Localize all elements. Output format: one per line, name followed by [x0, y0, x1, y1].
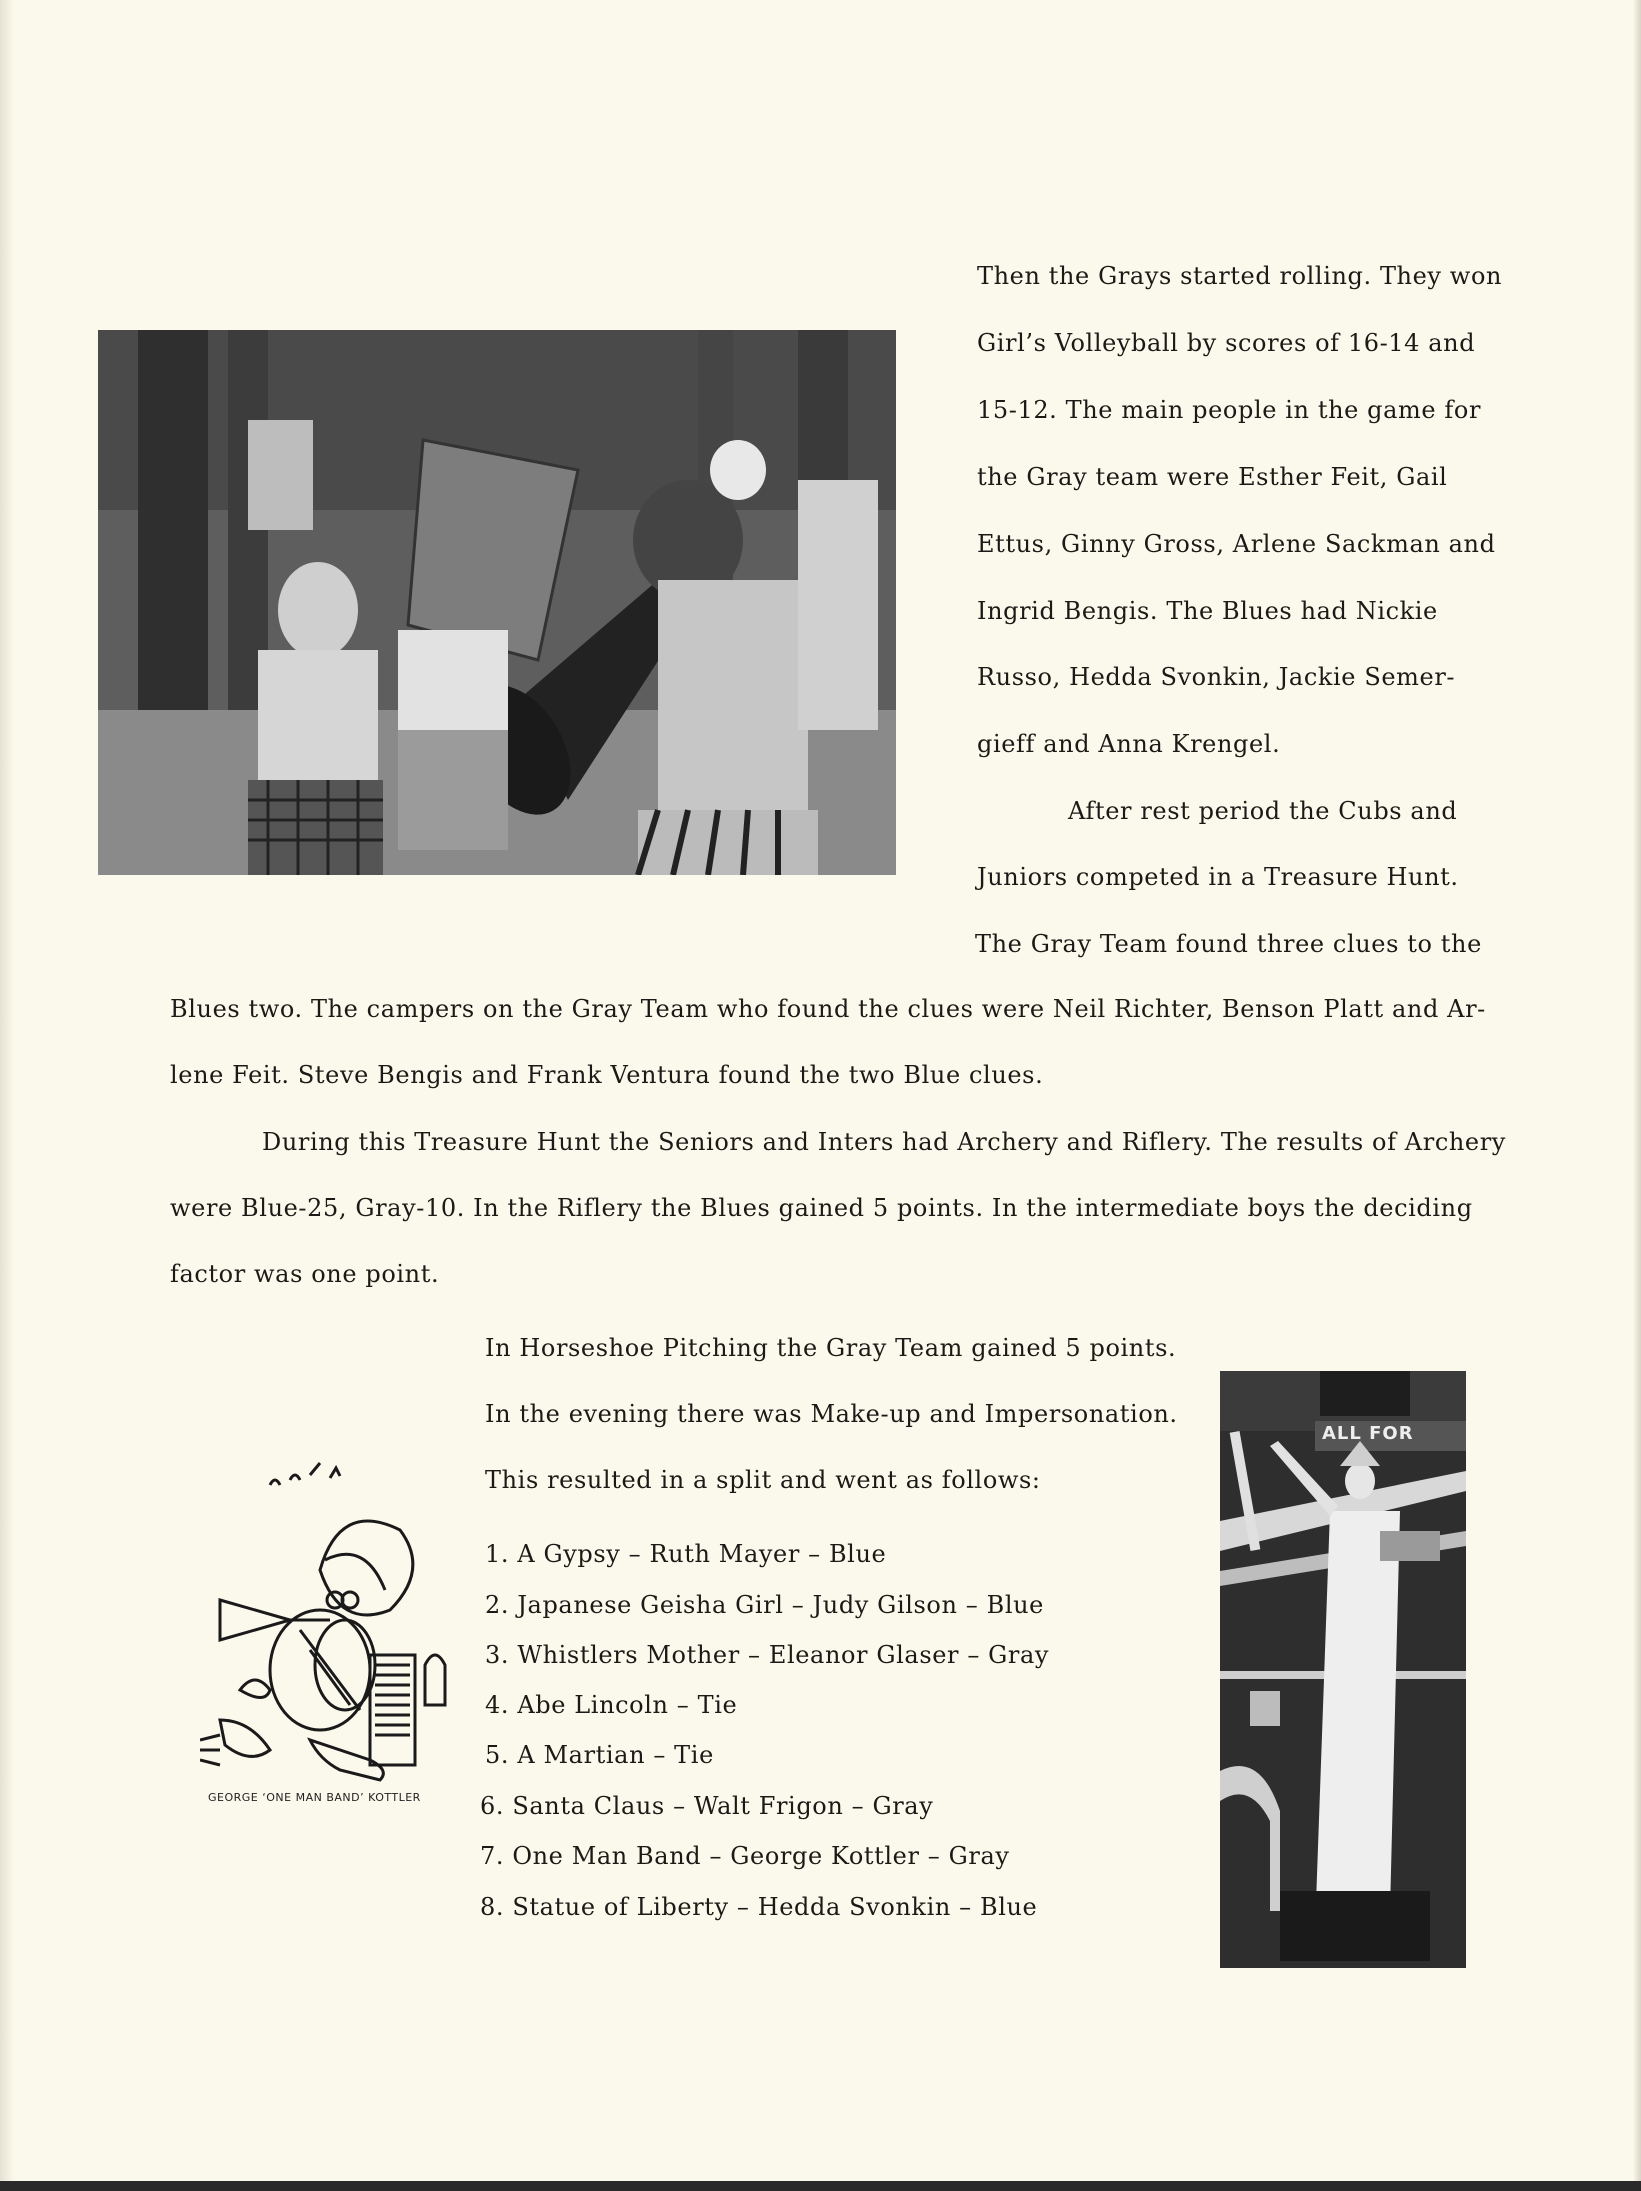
text-line: The Gray Team found three clues to the: [975, 930, 1482, 958]
list-item: 4. Abe Lincoln – Tie: [485, 1691, 738, 1719]
list-item: 8. Statue of Liberty – Hedda Svonkin – Blue: [480, 1893, 1038, 1921]
text-line: In Horseshoe Pitching the Gray Team gained 5 points.: [485, 1334, 1177, 1362]
text-line: 15-12. The main people in the game for: [977, 396, 1482, 424]
list-item: 2. Japanese Geisha Girl – Judy Gilson – Blue: [485, 1591, 1044, 1619]
text-line: Ettus, Ginny Gross, Arlene Sackman and: [977, 530, 1496, 558]
list-item: 5. A Martian – Tie: [485, 1741, 714, 1769]
text-line: Girl’s Volleyball by scores of 16-14 and: [977, 329, 1476, 357]
photo-sign-text: ALL FOR: [1322, 1423, 1414, 1444]
page-bottom-edge: [0, 2181, 1641, 2191]
campers-megaphone-photo: [98, 330, 896, 875]
text-line: Blues two. The campers on the Gray Team who found the clues were Neil Richter, Benson Platt and Ar-: [170, 995, 1486, 1023]
text-line: During this Treasure Hunt the Seniors and Inters had Archery and Riflery. The results of Archery: [262, 1128, 1506, 1156]
statue-of-liberty-photo: [1220, 1371, 1466, 1968]
text-line: Then the Grays started rolling. They won: [977, 262, 1503, 290]
list-item: 6. Santa Claus – Walt Frigon – Gray: [480, 1792, 934, 1820]
text-line: the Gray team were Esther Feit, Gail: [977, 463, 1448, 491]
text-line: Russo, Hedda Svonkin, Jackie Semer-: [977, 663, 1456, 691]
text-line: After rest period the Cubs and: [1068, 797, 1458, 825]
list-item: 3. Whistlers Mother – Eleanor Glaser – Gray: [485, 1641, 1050, 1669]
text-line: factor was one point.: [170, 1260, 440, 1288]
text-line: gieff and Anna Krengel.: [977, 730, 1281, 758]
text-line: lene Feit. Steve Bengis and Frank Ventura found the two Blue clues.: [170, 1061, 1044, 1089]
text-line: were Blue-25, Gray-10. In the Riflery the Blues gained 5 points. In the intermediate boys the deciding: [170, 1194, 1473, 1222]
list-item: 1. A Gypsy – Ruth Mayer – Blue: [485, 1540, 887, 1568]
drawing-caption: GEORGE ‘ONE MAN BAND’ KOTTLER: [208, 1791, 421, 1804]
campers-photo-illustration: [98, 330, 896, 875]
text-line: Juniors competed in a Treasure Hunt.: [977, 863, 1459, 891]
list-item: 7. One Man Band – George Kottler – Gray: [480, 1842, 1010, 1870]
text-line: In the evening there was Make-up and Impersonation.: [485, 1400, 1178, 1428]
text-line: Ingrid Bengis. The Blues had Nickie: [977, 597, 1438, 625]
page-binding-edge: [0, 0, 14, 2191]
one-man-band-illustration: [200, 1460, 480, 1790]
page-right-edge: [1633, 0, 1641, 2191]
one-man-band-drawing: [200, 1460, 480, 1800]
statue-photo-illustration: [1220, 1371, 1466, 1968]
text-line: This resulted in a split and went as follows:: [485, 1466, 1041, 1494]
